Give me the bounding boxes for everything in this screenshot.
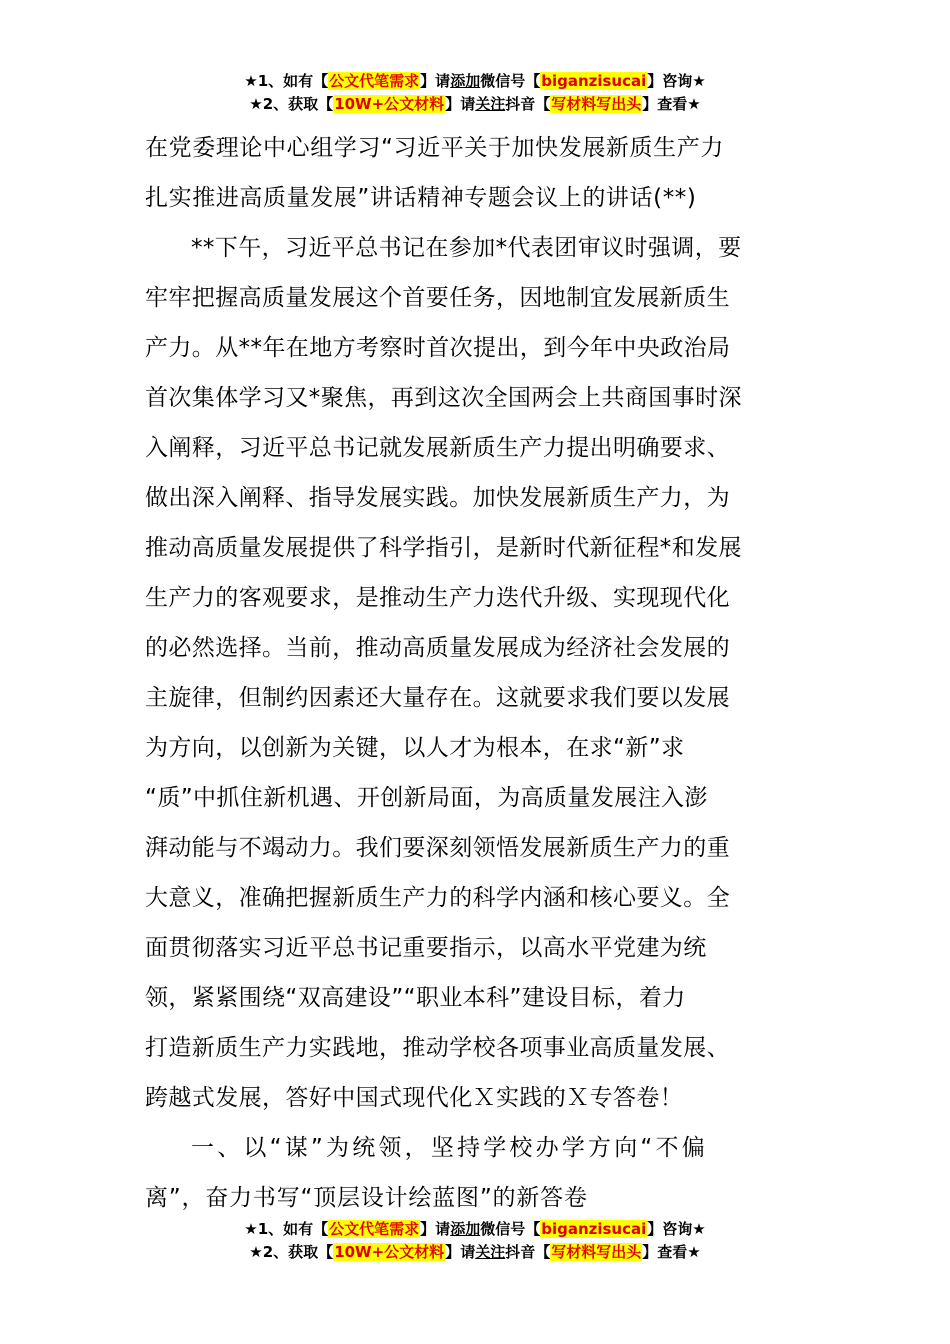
promo-text: ★1、如有【 <box>244 72 329 90</box>
paragraph-line: 湃动能与不竭动力。我们要深刻领悟发展新质生产力的重 <box>145 835 730 861</box>
paragraph-line: 打造新质生产力实践地，推动学校各项事业高质量发展、 <box>145 1035 730 1061</box>
promo-line-2 <box>0 1241 950 1264</box>
promo-text: 】请 <box>420 72 451 90</box>
promo-line-1 <box>0 1218 950 1241</box>
paragraph-line: 跨越式发展，答好中国式现代化Ｘ实践的Ｘ专答卷！ <box>145 1085 684 1111</box>
promo-text: 】请 <box>420 1220 451 1238</box>
document-title <box>145 123 810 223</box>
title-line: 扎实推进高质量发展”讲话精神专题会议上的讲话(**) <box>145 185 697 211</box>
paragraph-line: 领，紧紧围绕“双高建设”“职业本科”建设目标，着力 <box>145 985 686 1011</box>
title-line: 在党委理论中心组学习“习近平关于加快发展新质生产力 <box>145 135 724 161</box>
paragraph-line: 做出深入阐释、指导发展实践。加快发展新质生产力，为 <box>145 485 730 511</box>
promo-text: 微信号【 <box>480 72 541 90</box>
paragraph-line: 首次集体学习又*聚焦，再到这次全国两会上共商国事时深 <box>145 385 742 411</box>
promo-highlight: biganzisucai <box>541 72 647 90</box>
paragraph-line: 的必然选择。当前，推动高质量发展成为经济社会发展的 <box>145 635 730 661</box>
promo-text: 】查看★ <box>642 1243 701 1261</box>
promo-text: ★2、获取【 <box>249 95 334 113</box>
paragraph-line: 主旋律，但制约因素还大量存在。这就要求我们要以发展 <box>145 685 730 711</box>
promo-highlight: 公文代笔需求 <box>329 1220 420 1238</box>
promo-underlined: 添加 <box>450 1220 481 1238</box>
section-heading <box>145 1123 810 1223</box>
promo-highlight: biganzisucai <box>541 1220 647 1238</box>
promo-highlight: 写材料写出头 <box>551 95 642 113</box>
promo-text: 】请 <box>445 95 476 113</box>
top-promo-banner <box>0 70 950 116</box>
promo-text: 】咨询★ <box>647 72 706 90</box>
promo-text: 】查看★ <box>642 95 701 113</box>
promo-underlined: 关注 <box>475 1243 506 1261</box>
paragraph-line: 大意义，准确把握新质生产力的科学内涵和核心要义。全 <box>145 885 730 911</box>
bottom-promo-banner <box>0 1218 950 1264</box>
promo-line-2 <box>0 93 950 116</box>
promo-underlined: 添加 <box>450 72 481 90</box>
promo-highlight: 10W+公文材料 <box>334 1243 445 1261</box>
promo-highlight: 写材料写出头 <box>551 1243 642 1261</box>
paragraph-line: 入阐释，习近平总书记就发展新质生产力提出明确要求、 <box>145 435 730 461</box>
heading-line: 一、以“谋”为统领，坚持学校办学方向“不偏 <box>191 1135 708 1161</box>
promo-text: ★1、如有【 <box>244 1220 329 1238</box>
paragraph-line: 牢牢把握高质量发展这个首要任务，因地制宜发展新质生 <box>145 285 730 311</box>
promo-highlight: 10W+公文材料 <box>334 95 445 113</box>
document-body <box>145 123 810 1223</box>
paragraph-line: 产力。从**年在地方考察时首次提出，到今年中央政治局 <box>145 335 731 361</box>
paragraph-line: 生产力的客观要求，是推动生产力迭代升级、实现现代化 <box>145 585 730 611</box>
paragraph-line: 面贯彻落实习近平总书记重要指示，以高水平党建为统 <box>145 935 707 961</box>
paragraph-line: 推动高质量发展提供了科学指引，是新时代新征程*和发展 <box>145 535 742 561</box>
promo-text: ★2、获取【 <box>249 1243 334 1261</box>
promo-underlined: 关注 <box>475 95 506 113</box>
heading-line: 离”，奋力书写“顶层设计绘蓝图”的新答卷 <box>145 1185 588 1211</box>
paragraph-line: 为方向，以创新为关键，以人才为根本，在求“新”求 <box>145 735 685 761</box>
promo-text: 抖音【 <box>505 1243 551 1261</box>
promo-line-1 <box>0 70 950 93</box>
promo-highlight: 公文代笔需求 <box>329 72 420 90</box>
promo-text: 微信号【 <box>480 1220 541 1238</box>
paragraph-line: **下午，习近平总书记在参加*代表团审议时强调，要 <box>191 235 742 261</box>
promo-text: 】请 <box>445 1243 476 1261</box>
promo-text: 抖音【 <box>505 95 551 113</box>
paragraph-line: “质”中抓住新机遇、开创新局面，为高质量发展注入澎 <box>145 785 708 811</box>
intro-paragraph <box>145 223 810 1123</box>
promo-text: 】咨询★ <box>647 1220 706 1238</box>
